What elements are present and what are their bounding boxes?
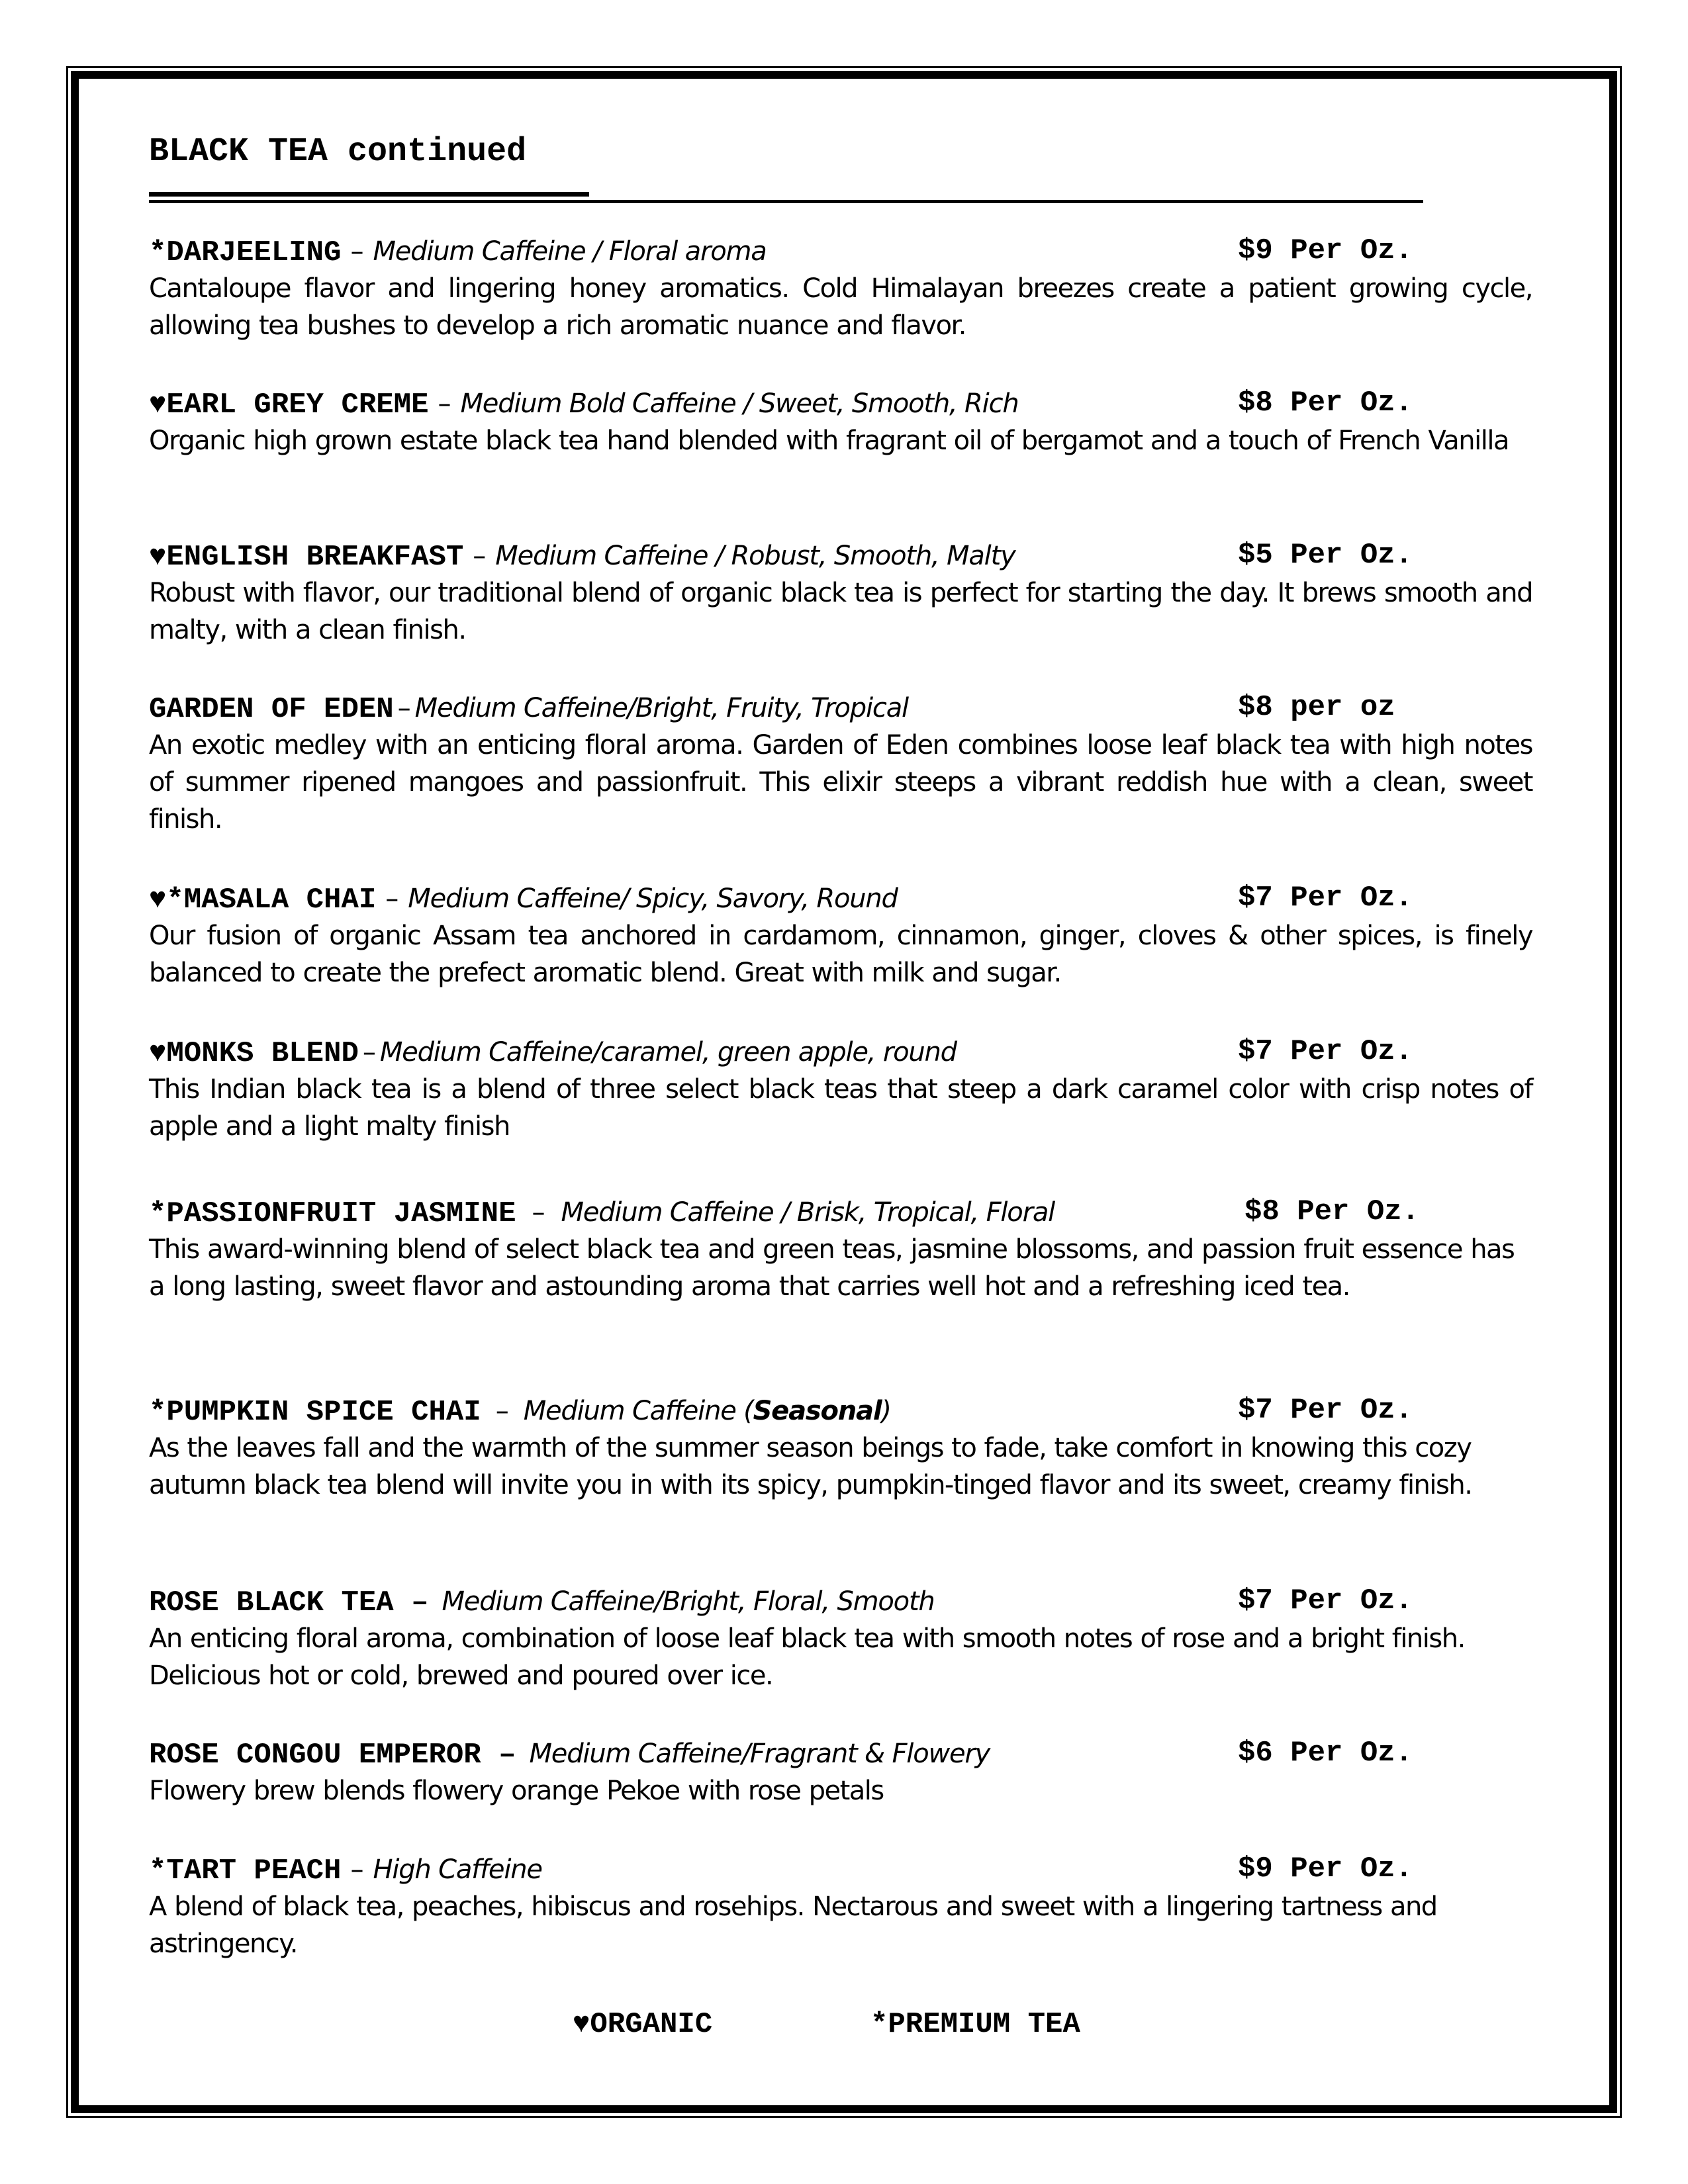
tea-description: An exotic medley with an enticing floral aroma. Garden of Eden combines loose leaf black tea with high notes of summer ripened mangoes and passionfruit. This elixir steeps a vibrant reddish hue with a clean, sweet finish. xyxy=(149,730,1532,835)
tea-entry-rose-black-tea xyxy=(149,1582,1539,1694)
seasonal-label: Seasonal xyxy=(753,1396,882,1426)
separator-dash: – xyxy=(532,1197,545,1228)
tea-price: $7 Per Oz. xyxy=(1238,1394,1413,1427)
tea-price: $6 Per Oz. xyxy=(1238,1737,1413,1770)
tea-entry-tart-peach xyxy=(149,1850,1539,1962)
tea-price: $9 Per Oz. xyxy=(1238,234,1413,267)
section-divider xyxy=(149,200,1423,203)
tea-name: ♥ENGLISH BREAKFAST xyxy=(149,541,464,574)
section-title-underline xyxy=(149,192,589,197)
tea-name: GARDEN OF EDEN xyxy=(149,693,394,726)
tea-tags: Medium Caffeine / Robust, Smooth, Malty xyxy=(495,541,1015,571)
tea-tags: Medium Caffeine / Brisk, Tropical, Floral xyxy=(561,1197,1055,1228)
separator-dash: – xyxy=(350,236,364,267)
tea-description: Organic high grown estate black tea hand blended with fragrant oil of bergamot and a touch of French Vanilla xyxy=(149,426,1509,456)
tea-price: $9 Per Oz. xyxy=(1238,1852,1413,1886)
tea-entry-monks-blend xyxy=(149,1032,1539,1145)
tea-tags: Medium Caffeine/caramel, green apple, round xyxy=(379,1037,957,1068)
tea-tags: Medium Caffeine/ Spicy, Savory, Round xyxy=(408,884,898,914)
tea-description: Robust with flavor, our traditional blend of organic black tea is perfect for starting the day. It brews smooth and malty, with a clean finish. xyxy=(149,578,1532,645)
tea-tags: High Caffeine xyxy=(373,1854,542,1885)
tea-tags: Medium Caffeine/Bright, Fruity, Tropical xyxy=(414,693,908,723)
tea-price: $8 per oz xyxy=(1238,691,1395,724)
tea-price: $7 Per Oz. xyxy=(1238,1035,1413,1068)
tea-description: A blend of black tea, peaches, hibiscus and rosehips. Nectarous and sweet with a lingering tartness and astringency. xyxy=(149,1891,1437,1959)
tea-name: *DARJEELING xyxy=(149,236,342,269)
section-title: BLACK TEA continued xyxy=(149,133,527,171)
tea-name: *PUMPKIN SPICE CHAI xyxy=(149,1396,481,1429)
tea-entry-garden-of-eden xyxy=(149,688,1539,838)
tea-entry-passionfruit-jasmine xyxy=(149,1193,1539,1305)
tea-price: $7 Per Oz. xyxy=(1238,882,1413,915)
tea-description: This award-winning blend of select black tea and green teas, jasmine blossoms, and passion fruit essence has a long lasting, sweet flavor and astounding aroma that carries well hot and a refreshing iced tea. xyxy=(149,1234,1515,1302)
tea-description: Cantaloupe flavor and lingering honey aromatics. Cold Himalayan breezes create a patient growing cycle, allowing tea bushes to develop a rich aromatic nuance and flavor. xyxy=(149,273,1532,341)
tea-description: An enticing floral aroma, combination of loose leaf black tea with smooth notes of rose and a bright finish. Delicious hot or cold, brewed and poured over ice. xyxy=(149,1623,1465,1691)
tea-entry-darjeeling xyxy=(149,232,1539,344)
tea-name: ROSE CONGOU EMPEROR – xyxy=(149,1739,516,1772)
tea-price: $8 Per Oz. xyxy=(1244,1195,1420,1228)
tea-tags: Medium Caffeine/Fragrant & Flowery xyxy=(529,1739,990,1769)
separator-dash: – xyxy=(385,884,399,914)
tea-name: *PASSIONFRUIT JASMINE xyxy=(149,1197,516,1230)
legend-organic: ♥ORGANIC xyxy=(573,2008,713,2041)
tea-price: $5 Per Oz. xyxy=(1238,539,1413,572)
tea-entry-rose-congou-emperor xyxy=(149,1734,1539,1809)
tea-description: Our fusion of organic Assam tea anchored in cardamom, cinnamon, ginger, cloves & other spices, is finely balanced to create the prefect aromatic blend. Great with milk and sugar. xyxy=(149,921,1532,988)
tea-price: $7 Per Oz. xyxy=(1238,1584,1413,1617)
separator-dash: – xyxy=(350,1854,364,1885)
tea-tags: Medium Caffeine (Seasonal) xyxy=(523,1396,891,1426)
separator-dash: – xyxy=(397,693,411,723)
tea-price: $8 Per Oz. xyxy=(1238,387,1413,420)
separator-dash: – xyxy=(362,1037,376,1068)
tea-tags: Medium Bold Caffeine / Sweet, Smooth, Rich xyxy=(460,388,1019,419)
menu-page xyxy=(149,132,1539,2041)
tea-entry-masala-chai xyxy=(149,879,1539,991)
tea-name: ♥MONKS BLEND xyxy=(149,1037,359,1070)
tea-tags: Medium Caffeine / Floral aroma xyxy=(373,236,767,267)
tea-name: ♥EARL GREY CREME xyxy=(149,388,429,422)
tea-name: ROSE BLACK TEA – xyxy=(149,1586,429,1619)
tea-entry-earl-grey-creme xyxy=(149,384,1539,459)
tea-description: Flowery brew blends flowery orange Pekoe with rose petals xyxy=(149,1776,884,1806)
separator-dash: – xyxy=(473,541,487,571)
tea-entry-pumpkin-spice-chai xyxy=(149,1391,1539,1504)
tea-tags: Medium Caffeine/Bright, Floral, Smooth xyxy=(442,1586,935,1617)
legend-premium-tea: *PREMIUM TEA xyxy=(870,2008,1080,2041)
tea-description: As the leaves fall and the warmth of the summer season beings to fade, take comfort in knowing this cozy autumn black tea blend will invite you in with its spicy, pumpkin-tinged flavor and its sweet, creamy finish. xyxy=(149,1433,1472,1500)
separator-dash: – xyxy=(438,388,451,419)
separator-dash: – xyxy=(495,1396,509,1426)
tea-description: This Indian black tea is a blend of three select black teas that steep a dark caramel color with crisp notes of apple and a light malty finish xyxy=(149,1074,1532,1142)
tea-name: *TART PEACH xyxy=(149,1854,342,1888)
tea-name: ♥*MASALA CHAI xyxy=(149,884,377,917)
tea-entry-english-breakfast xyxy=(149,536,1539,649)
